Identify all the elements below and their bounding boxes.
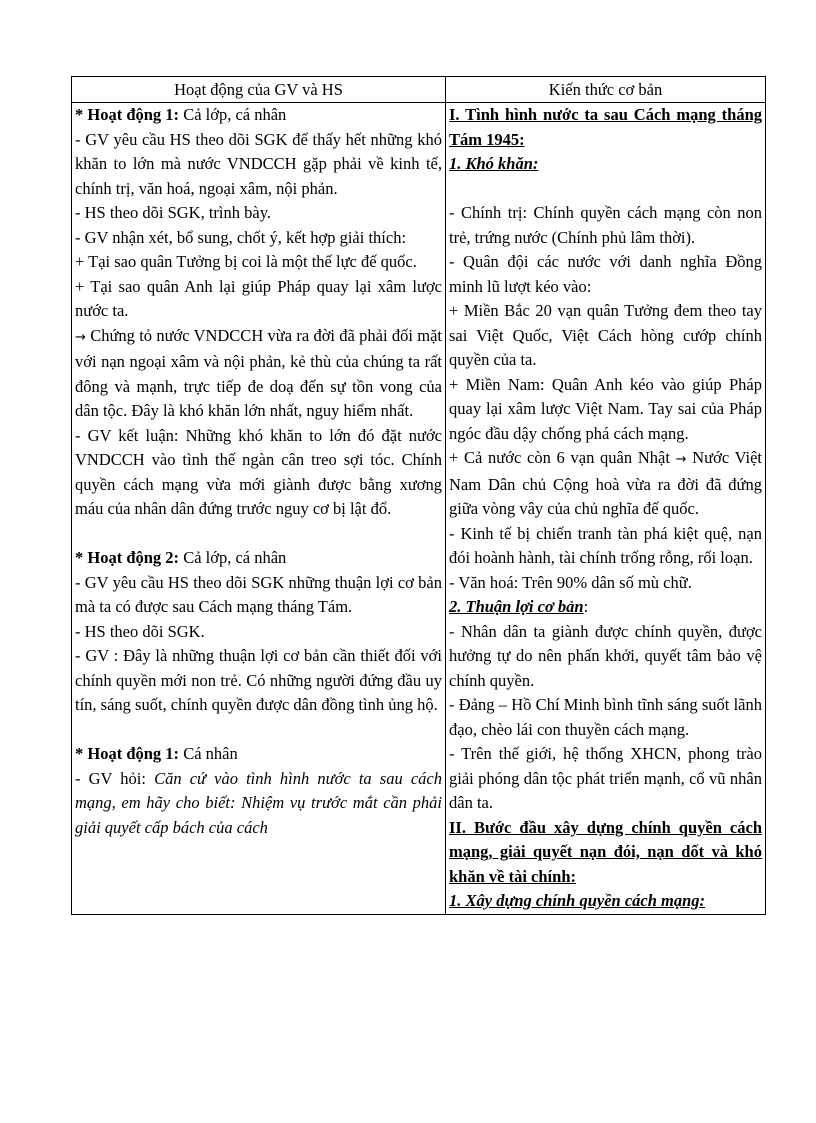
activity-1-mode: Cả lớp, cá nhân	[179, 105, 287, 124]
spacer	[75, 718, 442, 743]
activities-cell	[72, 103, 446, 915]
activity-3-title	[75, 742, 442, 767]
act3-gv-ask: - GV hỏi:	[75, 768, 155, 788]
act1-conclusion	[75, 324, 442, 424]
culture-text: - Văn hoá: Trên 90% dân số mù chữ.	[449, 572, 692, 592]
sub-2-colon: :	[583, 597, 589, 616]
politics-text: - Chính trị: Chính quyền cách mạng còn non trẻ, trứng nước (Chính phủ lâm thời).	[449, 203, 762, 247]
act2-hs: - HS theo dõi SGK.	[75, 621, 205, 641]
act2-gv: - GV : Đây là những thuận lợi cơ bản cần thiết đối với chính quyền mới non trẻ. Có những người đứng đầu uy tín, sáng suốt, chính quyền được dân đồng tình ủng hộ.	[75, 646, 442, 714]
act1-gv-conclude: - GV kết luận: Những khó khăn to lớn đó đặt nước VNDCCH vào tình thế ngàn cân treo sợi tóc. Chính quyền cách mạng vừa mới giành được bằng xương máu của nhân dân đứng trước nguy cơ bị lật đổ.	[75, 425, 442, 518]
sub-2-title	[449, 595, 762, 620]
knowledge-cell	[446, 103, 766, 915]
act1-question-2: + Tại sao quân Anh lại giúp Pháp quay lại xâm lược nước ta.	[75, 276, 442, 320]
arrow-right-icon: →	[75, 329, 86, 345]
act3-question	[75, 767, 442, 841]
spacer	[75, 522, 442, 547]
japan-text	[449, 446, 762, 522]
activity-2-title	[75, 546, 442, 571]
arrow-right-icon: →	[675, 452, 687, 467]
act1-question-1: + Tại sao quân Tưởng bị coi là một thế lực đế quốc.	[75, 252, 417, 271]
activity-2-mode: Cả lớp, cá nhân	[179, 548, 287, 567]
activity-3-mode: Cá nhân	[179, 744, 238, 763]
lesson-table	[71, 76, 766, 915]
act1-conclusion-text: Chứng tỏ nước VNDCCH vừa ra đời đã phải đối mặt với nạn ngoại xâm và nội phản, kẻ thù của chúng ta rất đông và mạnh, trực tiếp đe doạ đến sự tồn vong của dân tộc. Đây là khó khăn lớn nhất, nguy hiểm nhất.	[75, 325, 442, 420]
world-text: - Trên thế giới, hệ thống XHCN, phong trào giải phóng dân tộc phát triển mạnh, cổ vũ nhân dân ta.	[449, 744, 762, 812]
sub-3-title: 1. Xây dựng chính quyền cách mạng:	[449, 891, 706, 910]
table-header-row	[72, 77, 766, 103]
header-activities-text: Hoạt động của GV và HS	[174, 80, 343, 99]
act1-hs: - HS theo dõi SGK, trình bày.	[75, 203, 272, 222]
act1-gv-comment: - GV nhận xét, bổ sung, chốt ý, kết hợp giải thích:	[75, 227, 407, 247]
header-activities	[72, 77, 446, 103]
japan-text-start: + Cả nước còn 6 vạn quân Nhật	[449, 448, 676, 467]
economy-text: - Kinh tế bị chiến tranh tàn phá kiệt quệ, nạn đói hoành hành, tài chính trống rỗng, rối loạn.	[449, 523, 762, 567]
north-text: + Miền Bắc 20 vạn quân Tưởng đem theo tay sai Việt Quốc, Việt Cách hòng cướp chính quyền của ta.	[449, 301, 762, 369]
spacer	[449, 177, 762, 202]
table-body-row	[72, 103, 766, 915]
header-knowledge-text: Kiến thức cơ bản	[548, 80, 663, 99]
people-text: - Nhân dân ta giành được chính quyền, được hưởng tự do nên phấn khởi, quyết tâm bảo vệ chính quyền.	[449, 621, 762, 690]
activity-3-label: * Hoạt động 1:	[75, 744, 180, 763]
sub-1-title: 1. Khó khăn:	[449, 154, 539, 173]
section-2-title: II. Bước đầu xây dựng chính quyền cách mạng, giải quyết nạn đói, nạn dốt và khó khăn về tài chính:	[449, 817, 762, 886]
act2-gv-request: - GV yêu cầu HS theo dõi SGK những thuận lợi cơ bản mà ta có được sau Cách mạng tháng Tám.	[75, 572, 442, 616]
act1-gv-request: - GV yêu cầu HS theo dõi SGK để thấy hết những khó khăn to lớn mà nước VNDCCH gặp phải về kinh tế, chính trị, văn hoá, ngoại xâm, nội phản.	[75, 129, 442, 198]
allied-armies-text: - Quân đội các nước với danh nghĩa Đồng minh lũ lượt kéo vào:	[449, 252, 762, 296]
act3-question-text: Căn cứ vào tình hình nước ta sau cách mạng, em hãy cho biết: Nhiệm vụ trước mắt cần phải giải quyết cấp bách của cách	[75, 768, 443, 837]
activity-1-label: * Hoạt động 1:	[75, 105, 180, 124]
sub-2-title-text: 2. Thuận lợi cơ bản	[449, 597, 584, 616]
section-1-title: I. Tình hình nước ta sau Cách mạng tháng Tám 1945:	[449, 105, 762, 149]
activity-2-label: * Hoạt động 2:	[75, 548, 180, 567]
party-text: - Đảng – Hồ Chí Minh bình tĩnh sáng suốt lãnh đạo, chèo lái con thuyền cách mạng.	[449, 695, 762, 739]
header-knowledge	[446, 77, 766, 103]
japan-text-rest: Nước Việt Nam Dân chủ Cộng hoà vừa ra đời đã đứng giữa vòng vây của chủ nghĩa đế quốc.	[449, 448, 763, 518]
south-text: + Miền Nam: Quân Anh kéo vào giúp Pháp quay lại xâm lược Việt Nam. Tay sai của Pháp ngóc đầu dậy chống phá cách mạng.	[449, 374, 762, 443]
activity-1-title	[75, 103, 442, 128]
